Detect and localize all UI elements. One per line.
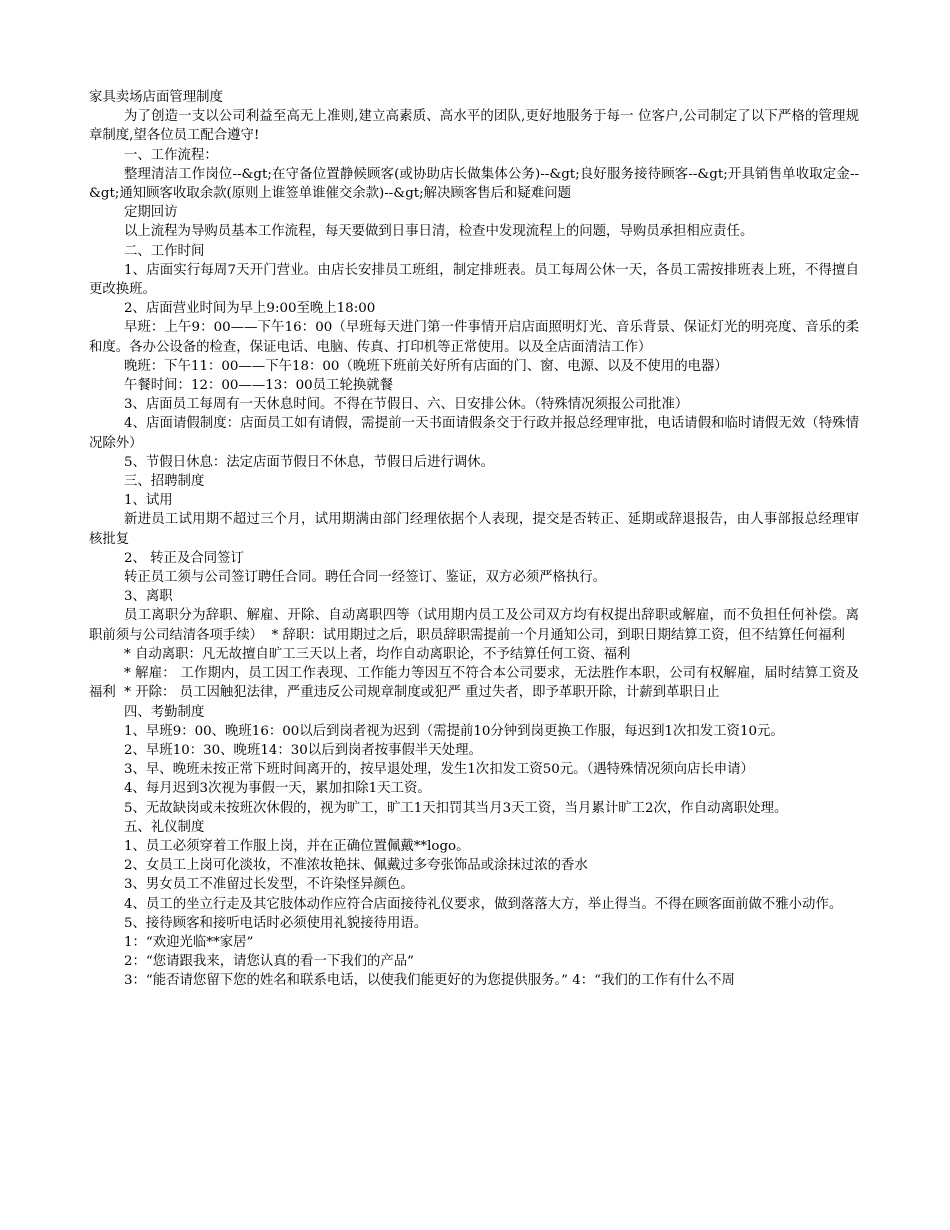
paragraph-attendance-2: 2、早班10：30、晚班14：30以后到岗者按事假半天处理。 — [124, 742, 482, 758]
paragraph-morning-shift: 早班：上午9：00——下午16：00（早班每天进门第一件事情开启店面照明灯光、音乐背景、保证灯光的明亮度、音乐的柔和度。各办公设备的检查，保证电话、电脑、传真、打印机等正常使用。以及全店面清洁工作） — [89, 320, 859, 355]
heading-etiquette: 五、礼仪制度 — [124, 819, 205, 835]
paragraph-hours-1: 1、店面实行每周7天开门营业。由店长安排员工班组，制定排班表。员工每周公休一天，各员工需按排班表上班，不得擅自更改换班。 — [89, 262, 859, 298]
paragraph-contract: 转正员工须与公司签订聘任合同。聘任合同一经签订、鉴证，双方必须严格执行。 — [124, 570, 607, 586]
paragraph-evening-shift: 晚班：下午11：00——下午18：00（晚班下班前关好所有店面的门、窗、电源、以及不使用的电器） — [124, 358, 728, 374]
paragraph-dismissal: * 解雇： 工作期内，员工因工作表现、工作能力等因互不符合本公司要求，无法胜作本职，公司有权解雇，届时结算工资及福利 * 开除： 员工因触犯法律，严重违反公司规章制度或犯严 重过失者，即予革职开除，计薪到革职日止 — [89, 666, 859, 701]
paragraph-etiquette-1: 1、员工必须穿着工作服上岗，并在正确位置佩戴**logo。 — [124, 838, 470, 854]
document-body — [89, 88, 859, 991]
paragraph-etiquette-3: 3、男女员工不准留过长发型，不许染怪异颜色。 — [124, 877, 414, 893]
document-title: 家具卖场店面管理制度 — [89, 90, 223, 105]
paragraph-attendance-3: 3、早、晚班未按正常下班时间离开的，按早退处理，发生1次扣发工资50元。（遇特殊情况须向店长申请） — [124, 762, 754, 778]
paragraph-phrase-2: 2：“您请跟我来，请您认真的看一下我们的产品” — [124, 954, 415, 970]
paragraph-hours-2: 2、店面营业时间为早上9:00至晚上18:00 — [124, 301, 376, 317]
paragraph-attendance-5: 5、无故缺岗或未按班次休假的，视为旷工，旷工1天扣罚其当月3天工资，当月累计旷工2次，作自动离职处理。 — [124, 800, 788, 816]
paragraph-phrase-3: 3：“能否请您留下您的姓名和联系电话，以使我们能更好的为您提供服务。” 4：“我们的工作有什么不周 — [124, 973, 735, 989]
heading-recruitment: 三、招聘制度 — [124, 474, 205, 490]
paragraph-etiquette-5: 5、接待顾客和接听电话时必须使用礼貌接待用语。 — [124, 915, 428, 931]
paragraph-phrase-1: 1：“欢迎光临**家居” — [124, 934, 254, 950]
heading-attendance: 四、考勤制度 — [124, 704, 205, 720]
paragraph-regular-visit: 定期回访 — [124, 205, 178, 221]
paragraph-hours-4: 4、店面请假制度：店面员工如有请假，需提前一天书面请假条交于行政并报总经理审批，电话请假和临时请假无效（特殊情况除外） — [89, 416, 859, 451]
paragraph-process-note: 以上流程为导购员基本工作流程，每天要做到日事日清，检查中发现流程上的问题，导购员承担相应责任。 — [124, 224, 754, 240]
paragraph-etiquette-2: 2、女员工上岗可化淡妆，不准浓妆艳抹、佩戴过多夸张饰品或涂抹过浓的香水 — [124, 858, 588, 874]
paragraph-hours-5: 5、节假日休息：法定店面节假日不休息，节假日后进行调休。 — [124, 454, 495, 470]
paragraph-attendance-4: 4、每月迟到3次视为事假一天，累加扣除1天工资。 — [124, 781, 431, 797]
paragraph-process-steps: 整理清洁工作岗位--&gt;在守备位置静候顾客(或协助店长做集体公务)--&gt;良好服务接待顾客--&gt;开具销售单收取定金--&gt;通知顾客收取余款(原则上谁签单谁催交余款)--&gt;解决顾客售后和疑难问题 — [89, 166, 859, 202]
paragraph-resignation: 员工离职分为辞职、解雇、开除、自动离职四等（试用期内员工及公司双方均有权提出辞职或解雇，而不负担任何补偿。离职前须与公司结清各项手续） * 辞职：试用期过之后，职员辞职需提前一个月通知公司，到职日期结算工资，但不结算任何福利 — [89, 608, 859, 643]
paragraph-resignation-heading: 3、离职 — [124, 589, 173, 605]
paragraph-probation: 新进员工试用期不超过三个月，试用期满由部门经理依据个人表现，提交是否转正、延期或辞退报告，由人事部报总经理审核批复 — [89, 512, 859, 547]
paragraph-hours-3: 3、店面员工每周有一天休息时间。不得在节假日、六、日安排公休。（特殊情况须报公司批准） — [124, 397, 689, 413]
paragraph-intro: 为了创造一支以公司利益至高无上准则,建立高素质、高水平的团队,更好地服务于每一 位客户,公司制定了以下严格的管理规章制度,望各位员工配合遵守! — [89, 109, 859, 144]
paragraph-attendance-1: 1、早班9：00、晚班16：00以后到岗者视为迟到（需提前10分钟到岗更换工作服，每迟到1次扣发工资10元。 — [124, 723, 784, 739]
paragraph-lunch-time: 午餐时间：12：00——13：00员工轮换就餐 — [124, 378, 394, 394]
heading-work-hours: 二、工作时间 — [124, 243, 205, 259]
paragraph-contract-heading: 2、 转正及合同签订 — [124, 550, 244, 566]
paragraph-etiquette-4: 4、员工的坐立行走及其它肢体动作应符合店面接待礼仪要求，做到落落大方，举止得当。不得在顾客面前做不雅小动作。 — [124, 896, 843, 912]
paragraph-auto-resignation: * 自动离职：凡无故擅自旷工三天以上者，均作自动离职论，不予结算任何工资、福利 — [124, 646, 631, 662]
paragraph-probation-heading: 1、试用 — [124, 493, 173, 509]
heading-work-process: 一、工作流程： — [124, 147, 218, 163]
